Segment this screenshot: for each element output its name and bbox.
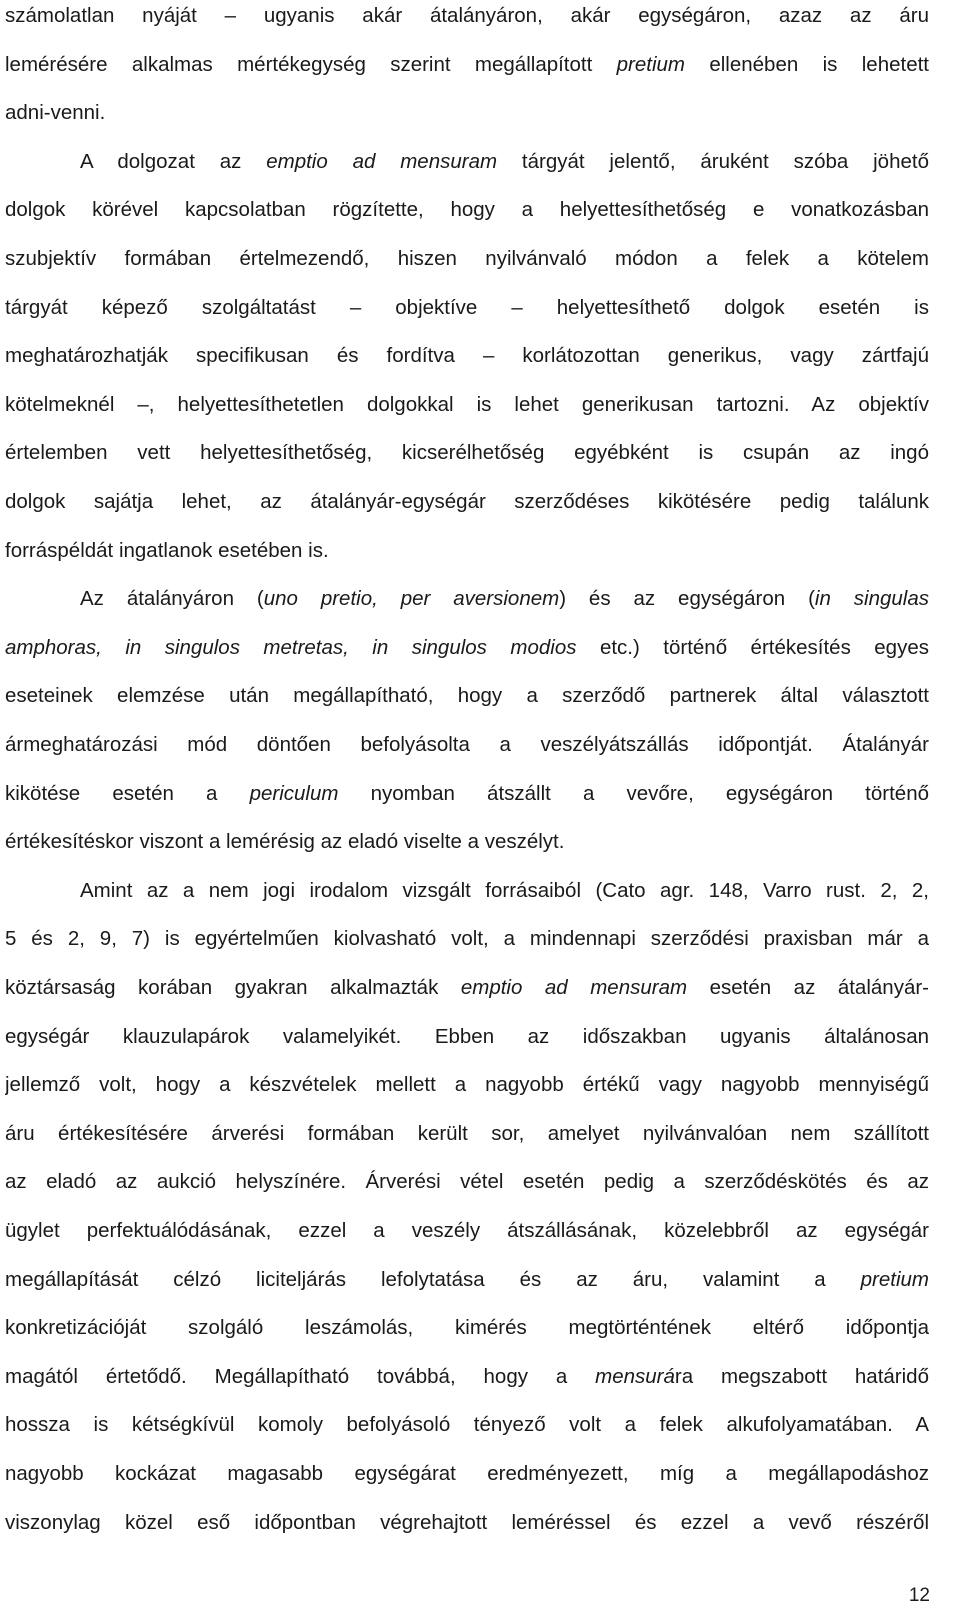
text-segment: forráspéldát ingatlanok esetében is. <box>5 538 329 562</box>
text-segment: dolgok körével kapcsolatban rögzítette, hogy a helyettesíthetőség e vonatkozásban <box>5 198 929 222</box>
text-segment: magától értetődő. Megállapítható továbbá, hogy a <box>5 1364 596 1388</box>
text-segment: A dolgozat az <box>80 149 267 173</box>
text-line <box>5 487 929 517</box>
text-segment: eseteinek elemzése után megállapítható, hogy a szerződő partnerek által választott <box>5 684 929 708</box>
text-segment: ra megszabott határidő <box>674 1364 929 1388</box>
italic-text: emptio ad mensuram <box>460 976 688 999</box>
text-line <box>5 536 929 566</box>
italic-text: in singulas <box>814 587 929 611</box>
text-segment: Amint az a nem jogi irodalom vizsgált forrásaiból (Cato agr. 148, Varro rust. 2, 2, <box>80 878 929 902</box>
text-line <box>5 1022 929 1052</box>
text-segment: ellenében is lehetett <box>685 52 929 76</box>
text-segment: adni-venni. <box>5 101 106 125</box>
text-line <box>5 195 929 225</box>
text-segment: lemérésére alkalmas mértékegység szerint megállapított <box>5 52 617 76</box>
text-segment: kikötése esetén a <box>5 781 250 805</box>
text-segment: ) és az egységáron ( <box>559 587 815 611</box>
italic-text: uno pretio, per aversionem <box>263 587 560 611</box>
text-line <box>5 924 929 954</box>
text-segment: meghatározhatják specifikusan és fordítva – korlátozottan generikus, vagy zártfajú <box>5 344 929 368</box>
text-segment: 5 és 2, 9, 7) is egyértelműen kiolvasható volt, a mindennapi szerződési praxisban már a <box>5 927 929 951</box>
text-line <box>5 50 929 80</box>
text-line <box>5 1313 929 1343</box>
italic-text: pretium <box>860 1267 929 1291</box>
text-segment: nyomban átszállt a vevőre, egységáron történő <box>338 781 929 805</box>
text-line <box>80 584 929 614</box>
text-segment: kötelmeknél –, helyettesíthetetlen dolgokkal is lehet generikusan tartozni. Az objektív <box>5 392 929 416</box>
text-segment: értelemben vett helyettesíthetőség, kicserélhetőség egyébként is csupán az ingó <box>5 441 929 465</box>
text-line <box>5 341 929 371</box>
text-line <box>5 1070 929 1100</box>
text-segment: az eladó az aukció helyszínére. Árverési vétel esetén pedig a szerződéskötés és az <box>5 1170 929 1194</box>
text-line <box>5 1119 929 1149</box>
text-line <box>5 730 929 760</box>
text-segment: megállapítását célzó liciteljárás lefolytatása és az áru, valamint a <box>5 1267 861 1291</box>
text-segment: tárgyát képező szolgáltatást – objektíve – helyettesíthető dolgok esetén is <box>5 295 929 319</box>
text-line <box>5 779 929 809</box>
text-line <box>5 1362 929 1392</box>
text-segment: viszonylag közel eső időpontban végrehajtott leméréssel és ezzel a vevő részéről <box>5 1510 929 1534</box>
text-segment: áru értékesítésére árverési formában került sor, amelyet nyilvánvalóan nem szállított <box>5 1121 929 1145</box>
text-segment: számolatlan nyáját – ugyanis akár átalányáron, akár egységáron, azaz az áru <box>5 4 929 27</box>
text-line <box>5 1 929 31</box>
text-segment: szubjektív formában értelmezendő, hiszen nyilvánvaló módon a felek a kötelem <box>5 247 929 270</box>
text-segment: Az átalányáron ( <box>80 587 264 611</box>
italic-text: amphoras, in singulos metretas, in singulos modios <box>5 635 577 659</box>
text-line <box>5 973 929 1003</box>
page-number: 12 <box>908 1585 930 1606</box>
text-segment: tárgyát jelentő, áruként szóba jöhető <box>497 149 929 173</box>
text-line <box>5 1459 929 1489</box>
text-segment: hossza is kétségkívül komoly befolyásoló tényező volt a felek alkufolyamatában. A <box>5 1413 929 1437</box>
text-line <box>5 681 929 711</box>
text-line <box>5 98 929 128</box>
text-segment: értékesítéskor viszont a lemérésig az eladó viselte a veszélyt. <box>5 830 565 854</box>
text-line <box>5 438 929 468</box>
italic-text: emptio ad mensuram <box>266 149 498 173</box>
text-segment: jellemző volt, hogy a készvételek mellett a nagyobb értékű vagy nagyobb mennyiségű <box>5 1073 929 1097</box>
text-line <box>5 827 929 857</box>
text-segment: köztársaság korában gyakran alkalmazták <box>5 976 461 999</box>
text-segment: ügylet perfektuálódásának, ezzel a veszély átszállásának, közelebbről az egységár <box>5 1219 929 1242</box>
italic-text: pretium <box>616 52 685 76</box>
italic-text: mensurá <box>595 1364 675 1388</box>
text-line <box>5 244 929 274</box>
text-line <box>5 1167 929 1197</box>
text-segment: etc.) történő értékesítés egyes <box>576 635 929 659</box>
text-segment: esetén az átalányár- <box>687 976 929 999</box>
text-line <box>5 1216 929 1246</box>
text-line <box>5 633 929 663</box>
text-line <box>5 1508 929 1538</box>
text-line <box>80 147 929 177</box>
text-line <box>5 390 929 420</box>
italic-text: periculum <box>249 781 339 805</box>
text-line <box>5 1410 929 1440</box>
text-segment: konkretizációját szolgáló leszámolás, kimérés megtörténtének eltérő időpontja <box>5 1316 929 1340</box>
text-segment: ármeghatározási mód döntően befolyásolta a veszélyátszállás időpontját. Átalányár <box>5 733 929 756</box>
text-line <box>5 293 929 323</box>
text-line <box>80 876 929 906</box>
text-segment: egységár klauzulapárok valamelyikét. Ebben az időszakban ugyanis általánosan <box>5 1024 929 1048</box>
text-segment: dolgok sajátja lehet, az átalányár-egységár szerződéses kikötésére pedig találunk <box>5 490 929 513</box>
text-line <box>5 1265 929 1295</box>
text-segment: nagyobb kockázat magasabb egységárat eredményezett, míg a megállapodáshoz <box>5 1462 929 1485</box>
